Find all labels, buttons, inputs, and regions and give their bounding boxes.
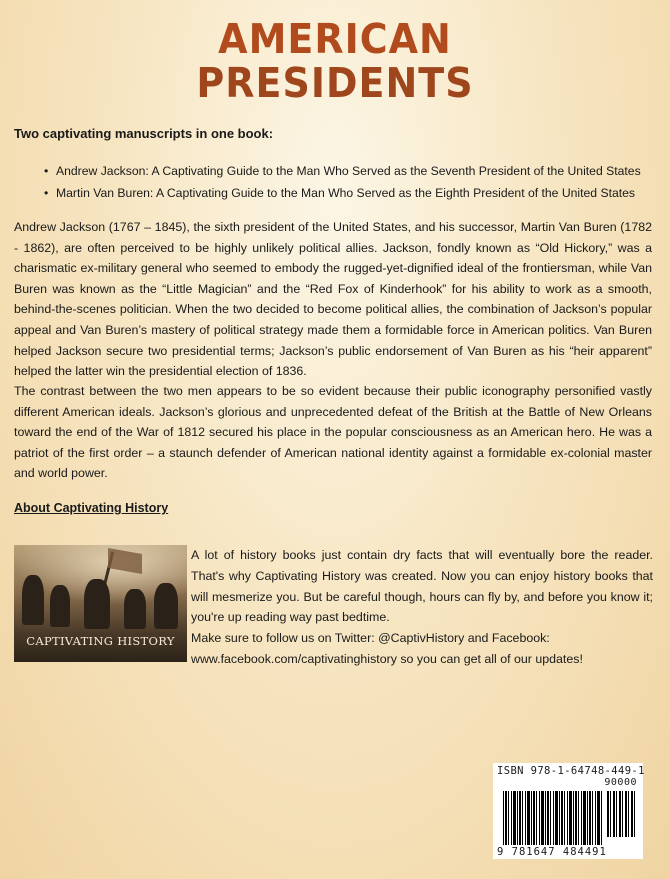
isbn-label: ISBN 978-1-64748-449-1 — [497, 765, 645, 777]
description-paragraph-1: Andrew Jackson (1767 – 1845), the sixth president of the United States, and his successor, Martin Van Buren (1782 - 1862), are often perceived to be highly unlikely political allies. Jackson, fondly known as “Old Hickory,” was a charismatic ex-military general who seemed to embody the rugged-yet-dignified ideal of the frontiersman, while Van Buren was known as the “Little Magician” and the “Red Fox of Kinderhook” for his ability to work as a smooth, behind-the-scenes politician. When the two decided to become political allies, the combination of Jackson’s popular appeal and Van Buren’s mastery of political strategy made them a formidable force in American politics. Van Buren helped Jackson secure two presidential terms; Jackson’s public endorsement of Van Buren as his “heir apparent” helped the latter win the presidential election of 1836. — [14, 220, 652, 379]
intro-heading: Two captivating manuscripts in one book: — [14, 126, 274, 141]
soldier-figure — [84, 579, 110, 629]
title-line-2: PRESIDENTS — [196, 59, 474, 107]
book-title — [0, 15, 670, 107]
book-list-item: • Andrew Jackson: A Captivating Guide to the Man Who Served as the Seventh President of the United States — [44, 160, 641, 182]
description-paragraph-2: The contrast between the two men appears to be so evident because their public iconography personified vastly different American ideals. Jackson’s glorious and unprecedented defeat of the British at the Battle of New Orleans toward the end of the War of 1812 secured his place in the popular consciousness as an American hero. He was a patriot of the first order – a staunch defender of American national identity against a formidable ex-colonial master and world power. — [14, 384, 652, 481]
barcode-bars — [503, 791, 603, 845]
barcode-addon-number: 90000 — [604, 777, 637, 788]
barcode-addon-bars — [607, 791, 637, 837]
soldier-figure — [50, 585, 70, 627]
soldier-figure — [124, 589, 146, 629]
logo-label: CAPTIVATING HISTORY — [26, 634, 175, 648]
soldier-figure — [154, 583, 178, 629]
captivating-history-logo-image — [14, 545, 187, 662]
title-line-1: AMERICAN — [218, 15, 452, 63]
about-text-1: A lot of history books just contain dry facts that will eventually bore the reader. That's why Captivating History was created. Now you can enjoy history books that will mesmerize you. But be careful though, hours can fly by, and before you know it; you're up reading way past bedtime. — [191, 548, 653, 625]
about-text-2: Make sure to follow us on Twitter: @CaptivHistory and Facebook: www.facebook.com/captivatinghistory so you can get all of our updates! — [191, 631, 583, 666]
book-list — [44, 160, 641, 204]
about-heading: About Captivating History — [14, 501, 169, 515]
barcode-number: 9 781647 484491 — [497, 846, 607, 858]
barcode — [493, 763, 643, 859]
book-list-item: • Martin Van Buren: A Captivating Guide to the Man Who Served as the Eighth President of the United States — [44, 182, 641, 204]
soldier-figure — [22, 575, 44, 625]
